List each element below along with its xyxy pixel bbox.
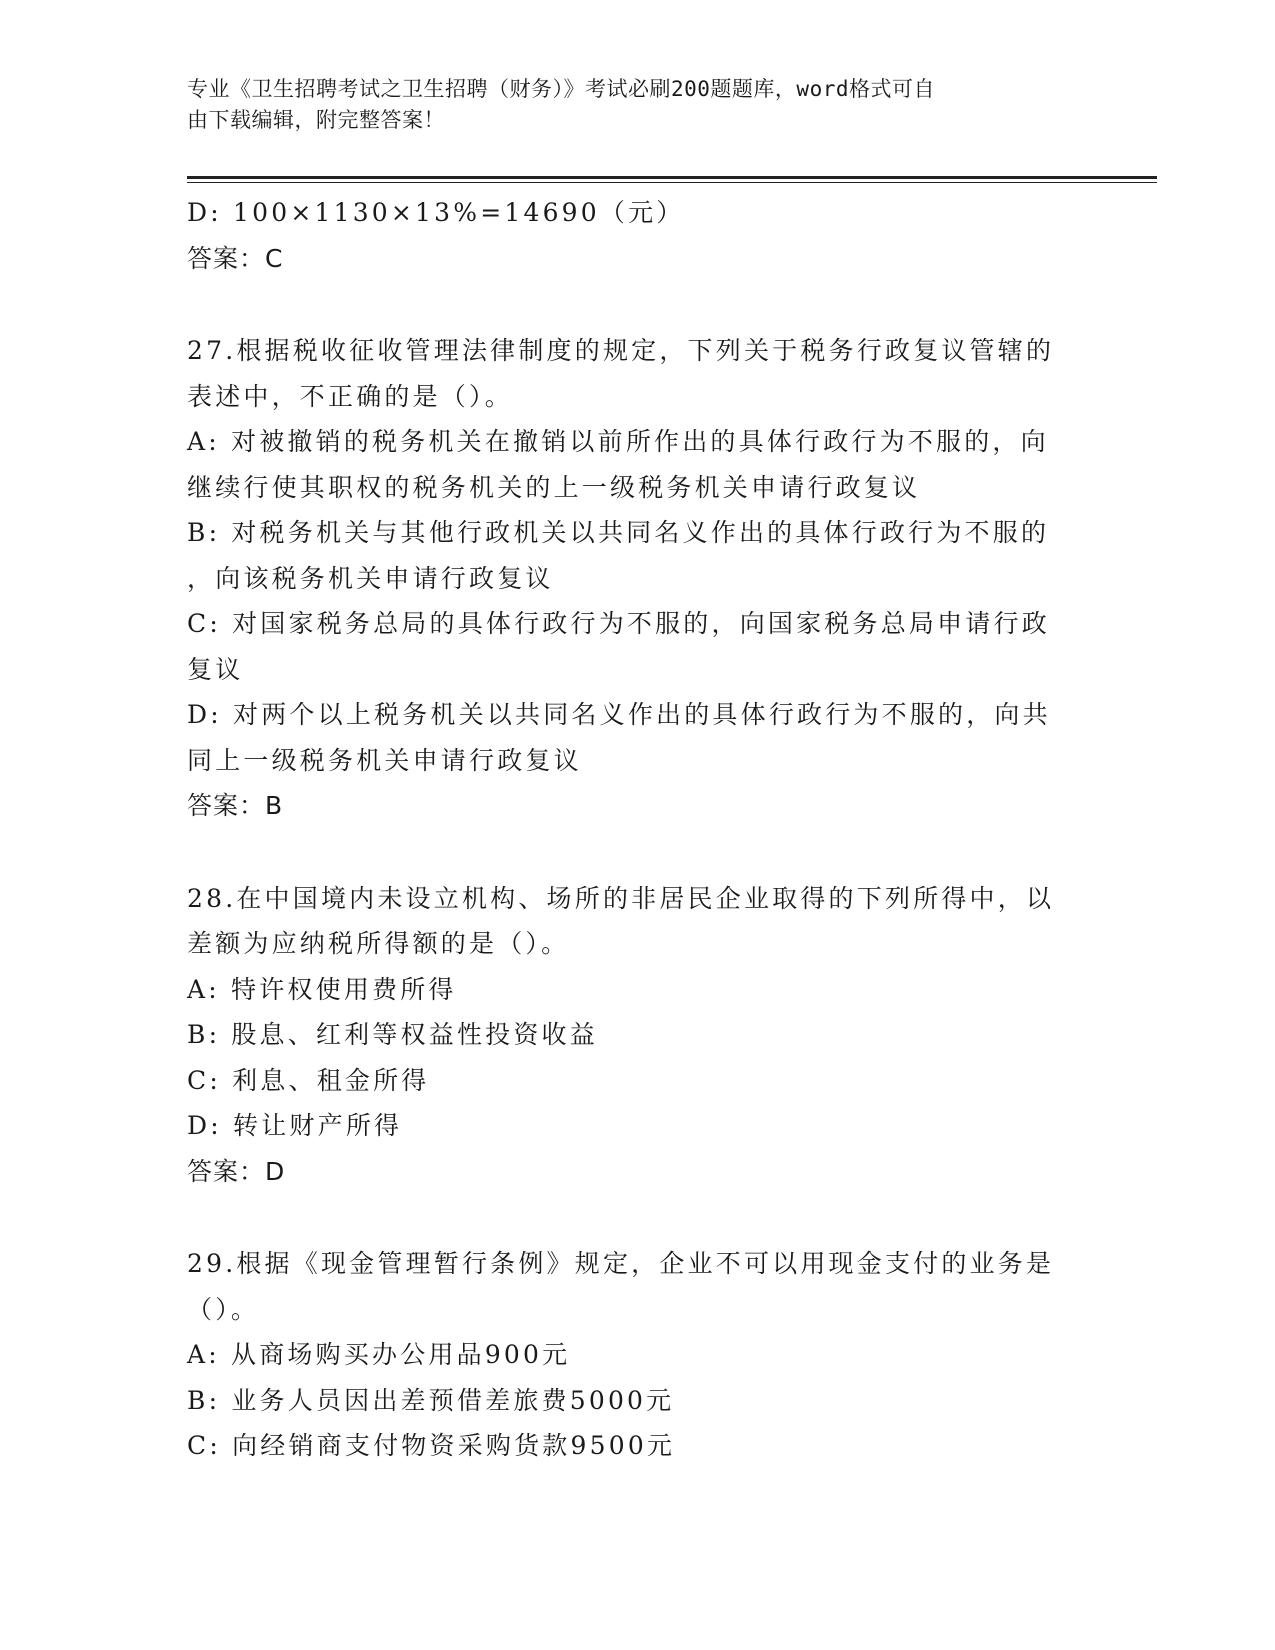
question-27 — [187, 328, 1087, 829]
option-c-cont: 复议 — [187, 654, 244, 684]
question-stem: 28.在中国境内未设立机构、场所的非居民企业取得的下列所得中，以 — [187, 883, 1055, 913]
option-a: A: 特许权使用费所得 — [187, 974, 457, 1004]
option-a: A: 对被撤销的税务机关在撤销以前所作出的具体行政行为不服的，向 — [187, 427, 1049, 456]
answer-line: 答案：B — [187, 791, 284, 820]
spacer — [187, 281, 1087, 328]
option-a-cont: 继续行使其职权的税务机关的上一级税务机关申请行政复议 — [187, 472, 921, 502]
previous-question-tail — [187, 190, 1087, 281]
option-d: D: 100×1130×13%=14690（元） — [187, 198, 685, 227]
question-stem-cont: （）。 — [187, 1294, 260, 1324]
header-line-2: 由下载编辑，附完整答案！ — [187, 108, 445, 132]
question-stem-cont: 差额为应纳税所得额的是（）。 — [187, 929, 570, 958]
option-b: B: 股息、红利等权益性投资收益 — [187, 1020, 598, 1049]
header-divider-thick — [187, 176, 1157, 179]
question-stem-cont: 表述中，不正确的是（）。 — [187, 381, 513, 411]
option-c: C: 对国家税务总局的具体行政行为不服的，向国家税务总局申请行政 — [187, 609, 1050, 638]
question-28 — [187, 876, 1087, 1195]
header-line-1: 专业《卫生招聘考试之卫生招聘（财务）》考试必刷200题题库，word格式可自 — [187, 77, 935, 101]
option-a: A: 从商场购买办公用品900元 — [187, 1340, 571, 1369]
option-d-cont: 同上一级税务机关申请行政复议 — [187, 745, 582, 775]
option-d: D: 对两个以上税务机关以共同名义作出的具体行政行为不服的，向共 — [187, 700, 1051, 729]
header-divider-thin — [187, 182, 1157, 183]
answer-line: 答案：C — [187, 243, 284, 273]
option-b: B: 对税务机关与其他行政机关以共同名义作出的具体行政行为不服的 — [187, 518, 1050, 547]
document-body — [187, 190, 1087, 1469]
question-stem: 27.根据税收征收管理法律制度的规定，下列关于税务行政复议管辖的 — [187, 336, 1055, 365]
option-b: B: 业务人员因出差预借差旅费5000元 — [187, 1385, 675, 1415]
question-29 — [187, 1241, 1087, 1469]
page-header — [187, 74, 1067, 136]
question-stem: 29.根据《现金管理暂行条例》规定，企业不可以用现金支付的业务是 — [187, 1249, 1055, 1278]
spacer — [187, 1194, 1087, 1241]
spacer — [187, 829, 1087, 876]
answer-line: 答案：D — [187, 1156, 286, 1186]
option-b-cont: ，向该税务机关申请行政复议 — [187, 563, 554, 593]
option-c: C: 向经销商支付物资采购货款9500元 — [187, 1431, 676, 1460]
option-c: C: 利息、租金所得 — [187, 1065, 430, 1095]
option-d: D: 转让财产所得 — [187, 1111, 403, 1140]
